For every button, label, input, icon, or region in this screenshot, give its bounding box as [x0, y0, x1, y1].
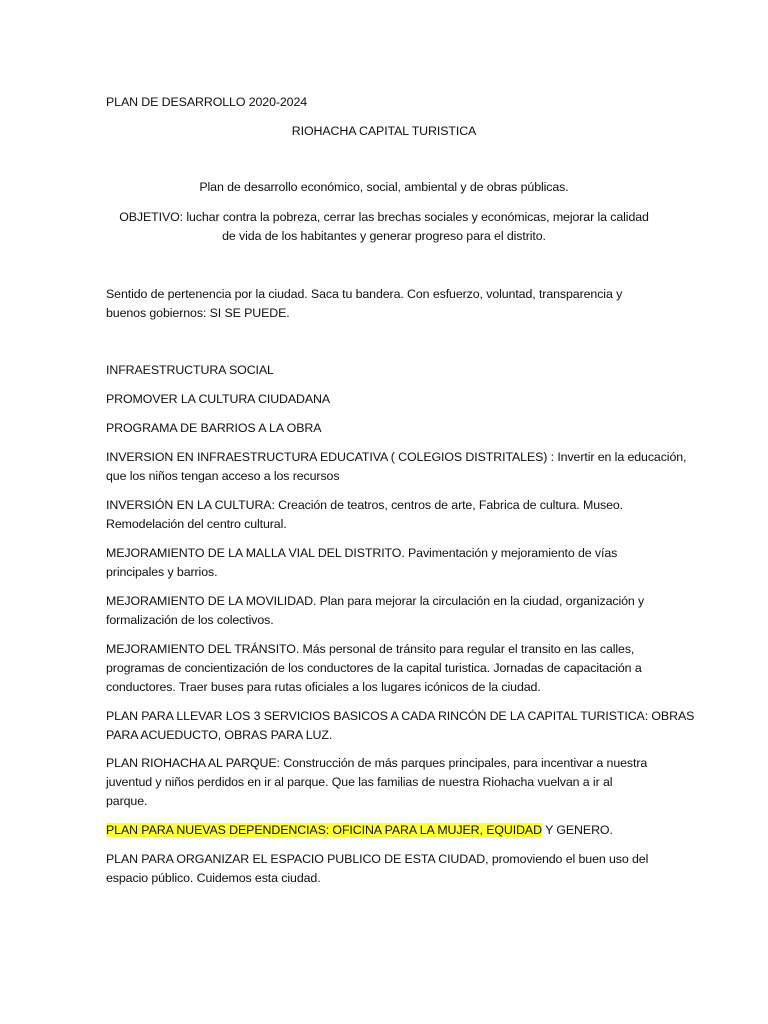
item-parque-line-1: PLAN RIOHACHA AL PARQUE: Construcción de más parques principales, para incentivar a nuestra [106, 756, 648, 770]
item-educativa-line-1: INVERSION EN INFRAESTRUCTURA EDUCATIVA ( COLEGIOS DISTRITALES) : Invertir en la educación, [106, 450, 687, 464]
item-malla-vial-line-1: MEJORAMIENTO DE LA MALLA VIAL DEL DISTRITO. Pavimentación y mejoramiento de vías [106, 546, 618, 560]
item-transito-line-1: MEJORAMIENTO DEL TRÁNSITO. Más personal de tránsito para regular el transito en las calles, [106, 642, 635, 656]
plan-subtitle: Plan de desarrollo económico, social, ambiental y de obras públicas. [199, 180, 569, 194]
intro-line-1: Sentido de pertenencia por la ciudad. Saca tu bandera. Con esfuerzo, voluntad, transparencia y [106, 287, 623, 301]
objective-line-2: de vida de los habitantes y generar progreso para el distrito. [222, 229, 546, 243]
item-educativa-line-2: que los niños tengan acceso a los recursos [106, 469, 340, 483]
item-movilidad-line-2: formalización de los colectivos. [106, 613, 274, 627]
item-dependencias-rest: Y GENERO. [541, 823, 613, 837]
item-cultura-ciudadana: PROMOVER LA CULTURA CIUDADANA [106, 392, 331, 406]
item-cultura-line-1: INVERSIÓN EN LA CULTURA: Creación de teatros, centros de arte, Fabrica de cultura. Museo. [106, 498, 623, 512]
item-espacio-publico-line-2: espacio público. Cuidemos esta ciudad. [106, 871, 321, 885]
item-movilidad-line-1: MEJORAMIENTO DE LA MOVILIDAD. Plan para mejorar la circulación en la ciudad, organización y [106, 594, 645, 608]
objective-line-1: OBJETIVO: luchar contra la pobreza, cerrar las brechas sociales y económicas, mejorar la calidad [119, 210, 649, 224]
highlighted-text: PLAN PARA NUEVAS DEPENDENCIAS: OFICINA PARA LA MUJER, EQUIDAD [106, 823, 542, 837]
item-parque-line-2: juventud y niños perdidos en ir al parque. Que las familias de nuestra Riohacha vuelvan a ir al [106, 775, 613, 789]
item-cultura-line-2: Remodelación del centro cultural. [106, 517, 287, 531]
city-title: RIOHACHA CAPITAL TURISTICA [291, 124, 477, 138]
intro-line-2: buenos gobiernos: SI SE PUEDE. [106, 306, 290, 320]
item-transito-line-3: conductores. Traer buses para rutas oficiales a los lugares icónicos de la ciudad. [106, 680, 541, 694]
item-malla-vial-line-2: principales y barrios. [106, 565, 218, 579]
item-servicios-line-2: PARA ACUEDUCTO, OBRAS PARA LUZ. [106, 728, 333, 742]
item-barrios-obra: PROGRAMA DE BARRIOS A LA OBRA [106, 421, 322, 435]
item-parque-line-3: parque. [106, 794, 148, 808]
item-dependencias [106, 821, 666, 840]
item-infraestructura-social: INFRAESTRUCTURA SOCIAL [106, 363, 274, 377]
plan-title: PLAN DE DESARROLLO 2020-2024 [106, 95, 308, 109]
item-espacio-publico-line-1: PLAN PARA ORGANIZAR EL ESPACIO PUBLICO DE ESTA CIUDAD, promoviendo el buen uso del [106, 852, 649, 866]
item-servicios-line-1: PLAN PARA LLEVAR LOS 3 SERVICIOS BASICOS A CADA RINCÓN DE LA CAPITAL TURISTICA: OBRAS [106, 709, 695, 723]
item-transito-line-2: programas de concientización de los conductores de la capital turistica. Jornadas de capacitación a [106, 661, 642, 675]
